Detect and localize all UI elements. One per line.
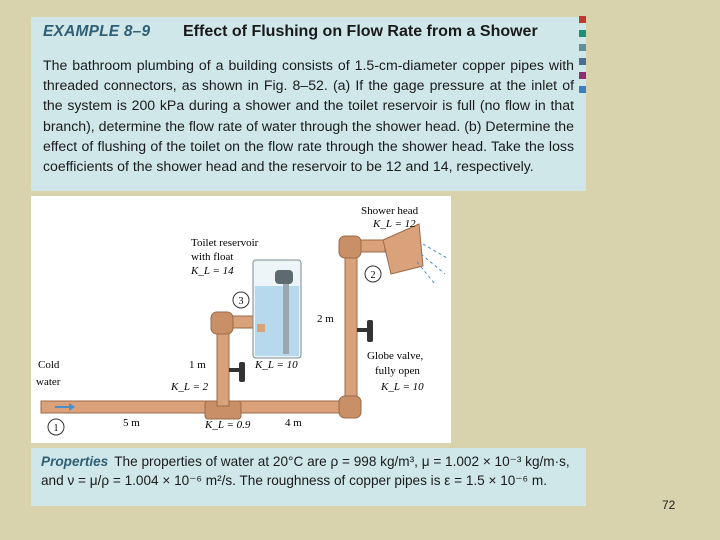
color-square-icon	[579, 16, 586, 23]
tee-k: K_L = 0.9	[205, 419, 251, 431]
cold-water-label-1: Cold	[38, 359, 60, 371]
color-square-icon	[579, 72, 586, 79]
branch-pipe	[217, 326, 229, 406]
color-square-icon	[579, 44, 586, 51]
toilet-label-1: Toilet reservoir	[191, 237, 259, 249]
color-squares	[579, 16, 587, 100]
node-3-label: 3	[238, 296, 244, 307]
main-pipe	[41, 401, 361, 413]
branch-k: K_L = 2	[171, 381, 209, 393]
node-1-label: 1	[53, 423, 59, 434]
plumbing-figure	[31, 196, 451, 443]
example-body: The bathroom plumbing of a building consists of 1.5-cm-diameter copper pipes with threaded connectors, as shown in Fig. 8–52. (a) If the gage pressure at the inlet of the system is 200 kPa during a shower and the toilet reservoir is full (no flow in that branch), determine the flow rate of water through the shower head. (b) Determine the effect of flushing of the toilet on the flow rate through the shower head. Take the loss coefficients of the shower head and the reservoir to be 12 and 14, respectively.	[43, 57, 574, 175]
length-2m: 2 m	[317, 313, 334, 325]
length-5m: 5 m	[123, 417, 140, 429]
properties-text: The properties of water at 20°C are ρ = 998 kg/m³, μ = 1.002 × 10⁻³ kg/m·s, and ν = μ/ρ = 1.004 × 10⁻⁶ m²/s. The roughness of copper pipes is ε = 1.5 × 10⁻⁶ m.	[41, 454, 570, 488]
float-rod	[283, 276, 289, 354]
example-header	[43, 23, 574, 47]
page-number: 72	[662, 498, 676, 512]
example-title: Effect of Flushing on Flow Rate from a Shower	[183, 23, 538, 40]
example-card	[31, 17, 586, 191]
length-4m: 4 m	[285, 417, 302, 429]
globe-valve-label-2: fully open	[375, 365, 420, 377]
globe-valve-k: K_L = 10	[381, 381, 424, 393]
elbow-bottom-right	[339, 396, 361, 418]
elbow-top	[339, 236, 361, 258]
globe-valve-label-1: Globe valve,	[367, 350, 424, 362]
globe-valve-icon	[367, 320, 373, 342]
length-1m: 1 m	[189, 359, 206, 371]
toilet-label-2: with float	[191, 251, 234, 263]
properties-label: Properties	[41, 454, 109, 469]
cold-water-label-2: water	[36, 376, 61, 388]
color-square-icon	[579, 30, 586, 37]
shower-head-k: K_L = 12	[373, 218, 416, 230]
toilet-k: K_L = 14	[191, 265, 234, 277]
shower-head-icon	[383, 224, 423, 274]
example-number: EXAMPLE 8–9	[43, 23, 151, 40]
color-square-icon	[579, 58, 586, 65]
reservoir-water	[255, 286, 299, 356]
spray-line	[423, 244, 447, 258]
branch-valve-k: K_L = 10	[255, 359, 298, 371]
spray-line	[421, 254, 445, 274]
branch-valve-icon	[239, 362, 245, 382]
properties-card	[31, 448, 586, 506]
plumbing-diagram	[31, 196, 451, 443]
color-square-icon	[579, 86, 586, 93]
reservoir-inlet	[257, 324, 265, 332]
branch-elbow	[211, 312, 233, 334]
shower-head-label: Shower head	[361, 205, 419, 217]
float-icon	[275, 270, 293, 284]
riser-pipe	[345, 256, 357, 411]
node-2-label: 2	[370, 270, 376, 281]
